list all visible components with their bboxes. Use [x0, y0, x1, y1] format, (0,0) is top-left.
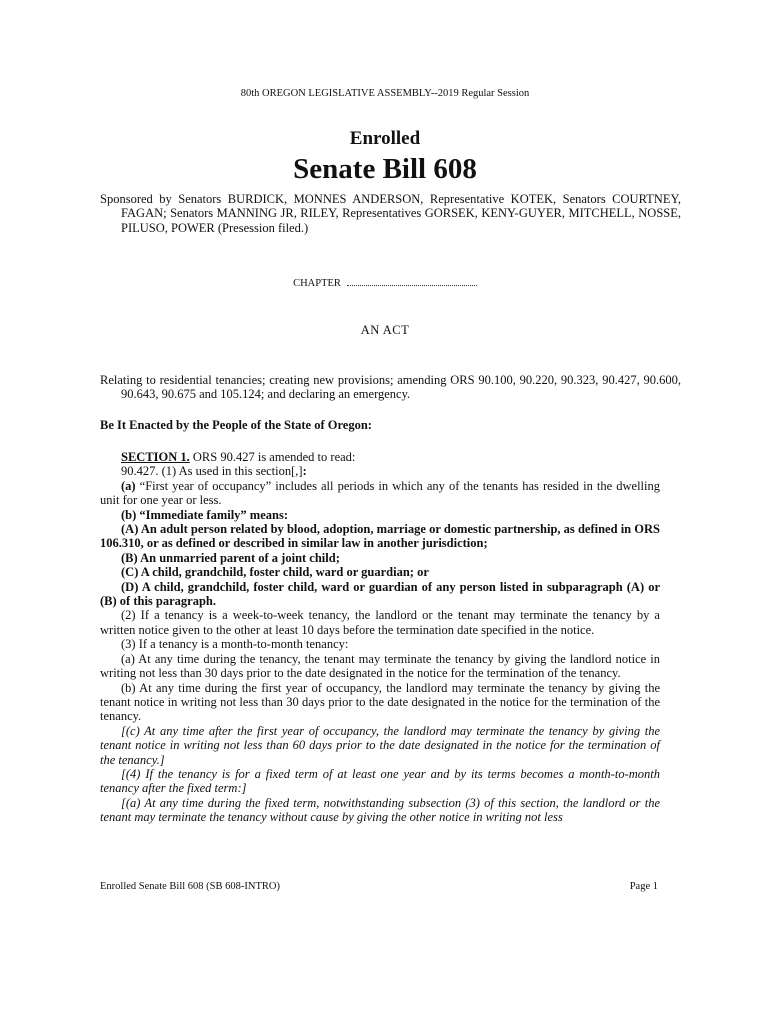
- sponsors: Sponsored by Senators BURDICK, MONNES ANDERSON, Representative KOTEK, Senators COURTNEY, FAGAN; Senators MANNING JR, RILEY, Representatives GORSEK, KENY-GUYER, MITCHELL, NOSSE, PILUSO, POWER (Presession filed.): [100, 192, 681, 235]
- subsection-4-deleted: [(4) If the tenancy is for a fixed term of at least one year and by its terms becomes a month-to-month tenancy after the fixed term:]: [100, 766, 660, 796]
- section-1-heading: SECTION 1.: [121, 450, 190, 464]
- paragraph-b: (b) “Immediate family” means:: [121, 507, 288, 522]
- subsection-1-line: [100, 464, 660, 478]
- chapter-label: CHAPTER: [293, 278, 341, 289]
- session-header: 80th OREGON LEGISLATIVE ASSEMBLY--2019 Regular Session: [240, 88, 530, 99]
- paragraph-a: [100, 479, 660, 508]
- subsection-1-text: 90.427. (1) As used in this section[,]: [121, 464, 303, 479]
- subsection-3c-deleted: [(c) At any time after the first year of occupancy, the landlord may terminate the tenancy by giving the tenant notice in writing not less than 60 days prior to the date designated in the notice for the termination of the tenancy.]: [100, 723, 660, 767]
- chapter-blank: [347, 276, 477, 286]
- footer-page-number: Page 1: [629, 881, 658, 892]
- relating-clause: Relating to residential tenancies; creating new provisions; amending ORS 90.100, 90.220, 90.323, 90.427, 90.600, 90.643, 90.675 and 105.124; and declaring an emergency.: [100, 373, 681, 402]
- section-1-heading-line: [100, 450, 660, 464]
- subsection-3a: (a) At any time during the tenancy, the tenant may terminate the tenancy by giving the landlord notice in writing not less than 30 days prior to the date designated in the notice for the termination of the tenancy.: [100, 651, 660, 681]
- subsection-3: (3) If a tenancy is a month-to-month tenancy:: [121, 637, 349, 652]
- subparagraph-D: (D) A child, grandchild, foster child, ward or guardian of any person listed in subparagraph (A) or (B) of this paragraph.: [100, 579, 660, 609]
- section-1-body: [100, 450, 660, 825]
- subparagraph-B: (B) An unmarried parent of a joint child;: [121, 550, 340, 565]
- subparagraph-C: (C) A child, grandchild, foster child, ward or guardian; or: [121, 565, 429, 580]
- bill-title: Senate Bill 608: [293, 153, 477, 185]
- section-1-amends: ORS 90.427 is amended to read:: [189, 450, 356, 464]
- enacting-clause: Be It Enacted by the People of the State of Oregon:: [100, 418, 372, 432]
- subsection-4a-deleted: [(a) At any time during the fixed term, notwithstanding subsection (3) of this section, the landlord or the tenant may terminate the tenancy without cause by giving the other notice in writing not less: [100, 795, 660, 825]
- enrolled-label: Enrolled: [349, 128, 421, 149]
- subsection-1-colon: :: [302, 464, 307, 479]
- subparagraph-A: (A) An adult person related by blood, adoption, marriage or domestic partnership, as defined in ORS 106.310, or as defined or described in similar law in another jurisdiction;: [100, 522, 660, 551]
- chapter-line: [0, 276, 770, 289]
- an-act-heading: AN ACT: [360, 323, 410, 337]
- paragraph-a-text: “First year of occupancy” includes all periods in which any of the tenants has resided in the dwelling unit for one year or less.: [100, 478, 660, 508]
- subsection-3b: (b) At any time during the first year of occupancy, the landlord may terminate the tenancy by giving the tenant notice in writing not less than 30 days prior to the date designated in the notice for the termination of the tenancy.: [100, 680, 660, 724]
- footer-bill-reference: Enrolled Senate Bill 608 (SB 608-INTRO): [100, 881, 280, 892]
- paragraph-a-label: (a): [121, 478, 136, 493]
- subsection-2: (2) If a tenancy is a week-to-week tenancy, the landlord or the tenant may terminate the tenancy by a written notice given to the other at least 10 days before the termination date specified in the notice.: [100, 608, 660, 637]
